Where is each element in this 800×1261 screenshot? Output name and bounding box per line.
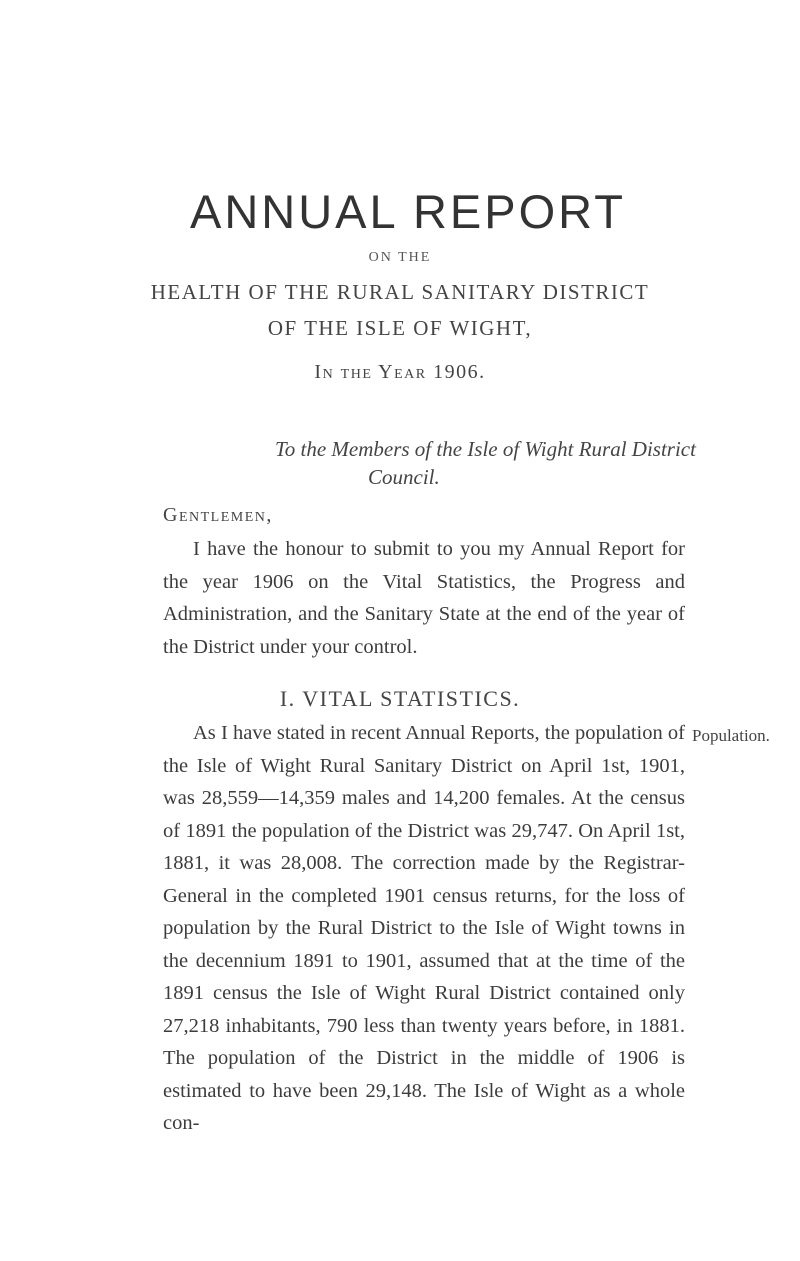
intro-paragraph: I have the honour to submit to you my Annual Report for the year 1906 on the Vital Statistics, the Progress and Administration, and the Sanitary State at the end of the year of the District under your control. <box>163 538 685 658</box>
address-line-2: Council. <box>368 465 440 489</box>
report-title: ANNUAL REPORT <box>190 185 626 238</box>
report-year-line: In the Year 1906. <box>314 361 486 383</box>
section-heading-vital-statistics: I. VITAL STATISTICS. <box>279 686 521 711</box>
report-subtitle-on-the: ON THE <box>368 250 432 265</box>
salutation: Gentlemen, <box>163 504 273 526</box>
margin-note-population: Population. <box>692 726 770 745</box>
address-line-1: To the Members of the Isle of Wight Rural District <box>275 437 696 461</box>
report-heading-line-1: HEALTH OF THE RURAL SANITARY DISTRICT <box>150 280 650 304</box>
population-paragraph: As I have stated in recent Annual Reports, the population of the Isle of Wight Rural Sanitary District on April 1st, 1901, was 28,559—14,359 males and 14,200 females. At the census of 1891 the population of the District was 29,747. On April 1st, 1881, it was 28,008. The correction made by the Registrar-General in the completed 1901 census returns, for the loss of population by the Rural District to the Isle of Wight towns in the decennium 1891 to 1901, assumed that at the time of the 1891 census the Isle of Wight Rural District contained only 27,218 inhabitants, 790 less than twenty years before, in 1881. The population of the District in the middle of 1906 is estimated to have been 29,148. The Isle of Wight as a whole con- <box>163 722 685 1134</box>
report-heading-line-2: OF THE ISLE OF WIGHT, <box>267 316 533 340</box>
